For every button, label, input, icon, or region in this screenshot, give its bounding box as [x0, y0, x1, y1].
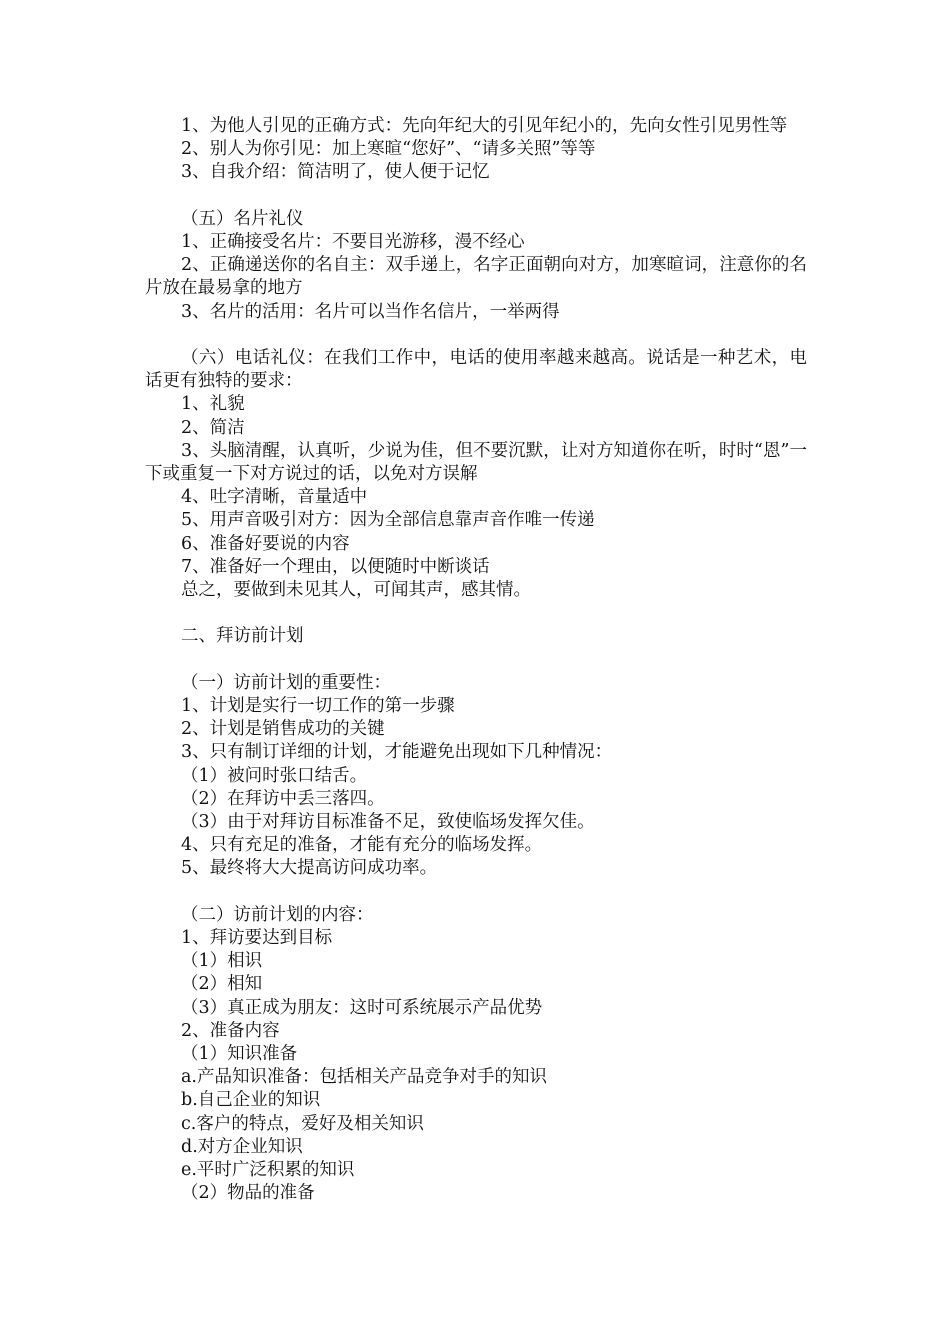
- paragraph: （3）真正成为朋友：这时可系统展示产品优势: [181, 997, 543, 1018]
- paragraph: 3、头脑清醒，认真听，少说为佳，但不要沉默，让对方知道你在听，时时“恩”一下或重复一下对方说过的话，以免对方误解: [145, 440, 807, 485]
- paragraph: e.平时广泛积累的知识: [181, 1160, 355, 1181]
- document-body: [145, 115, 807, 1205]
- paragraph: 2、别人为你引见：加上寒暄“您好”、“请多关照”等等: [181, 139, 596, 160]
- paragraph: c.客户的特点，爱好及相关知识: [181, 1113, 424, 1134]
- paragraph: （二）访前计划的内容：: [181, 904, 374, 925]
- blank-line: [145, 649, 807, 672]
- paragraph: （1）被问时张口结舌。: [181, 765, 368, 786]
- paragraph: （2）相知: [181, 974, 263, 995]
- paragraph: 6、准备好要说的内容: [181, 533, 350, 554]
- paragraph: 3、名片的活用：名片可以当作名信片，一举两得: [181, 301, 560, 322]
- paragraph: 5、用声音吸引对方：因为全部信息靠声音作唯一传递: [181, 510, 595, 531]
- blank-line: [145, 324, 807, 347]
- blank-line: [145, 185, 807, 208]
- paragraph: 5、最终将大大提高访问成功率。: [181, 858, 438, 879]
- paragraph: a.产品知识准备：包括相关产品竞争对手的知识: [181, 1067, 547, 1088]
- paragraph: （1）知识准备: [181, 1044, 298, 1065]
- paragraph: 1、礼貌: [181, 394, 245, 415]
- paragraph: 3、自我介绍：简洁明了，使人便于记忆: [181, 162, 490, 183]
- paragraph: （1）相识: [181, 951, 263, 972]
- paragraph: （2）物品的准备: [181, 1183, 315, 1204]
- paragraph: 4、吐字清晰，音量适中: [181, 487, 368, 508]
- paragraph: 1、计划是实行一切工作的第一步骤: [181, 696, 455, 717]
- paragraph: 二、拜访前计划: [181, 626, 304, 647]
- paragraph: 1、正确接受名片：不要目光游移，漫不经心: [181, 232, 525, 252]
- paragraph: 2、正确递送你的名自主：双手递上，名字正面朝向对方，加寒暄词，注意你的名片放在最易拿的地方: [145, 255, 807, 299]
- paragraph: 2、简洁: [181, 417, 245, 438]
- paragraph: （3）由于对拜访目标准备不足，致使临场发挥欠佳。: [181, 812, 595, 833]
- paragraph: d.对方企业知识: [181, 1136, 303, 1157]
- paragraph: 7、准备好一个理由，以便随时中断谈话: [181, 556, 490, 577]
- paragraph: （五）名片礼仪: [181, 208, 304, 229]
- paragraph: （一）访前计划的重要性：: [181, 672, 391, 693]
- paragraph: 2、计划是销售成功的关键: [181, 719, 385, 740]
- paragraph: 总之，要做到未见其人，可闻其声，感其情。: [181, 580, 531, 601]
- blank-line: [145, 602, 807, 625]
- paragraph: （2）在拜访中丢三落四。: [181, 788, 385, 809]
- paragraph: 1、拜访要达到目标: [181, 928, 333, 949]
- paragraph: 1、为他人引见的正确方式：先向年纪大的引见年纪小的，先向女性引见男性等: [181, 116, 788, 136]
- paragraph: （六）电话礼仪：在我们工作中，电话的使用率越来越高。说话是一种艺术，电话更有独特的要求：: [145, 348, 807, 392]
- paragraph: 3、只有制订详细的计划，才能避免出现如下几种情况：: [181, 742, 613, 763]
- paragraph: b.自己企业的知识: [181, 1090, 321, 1111]
- blank-line: [145, 881, 807, 904]
- paragraph: 4、只有充足的准备，才能有充分的临场发挥。: [181, 835, 543, 856]
- paragraph: 2、准备内容: [181, 1020, 280, 1041]
